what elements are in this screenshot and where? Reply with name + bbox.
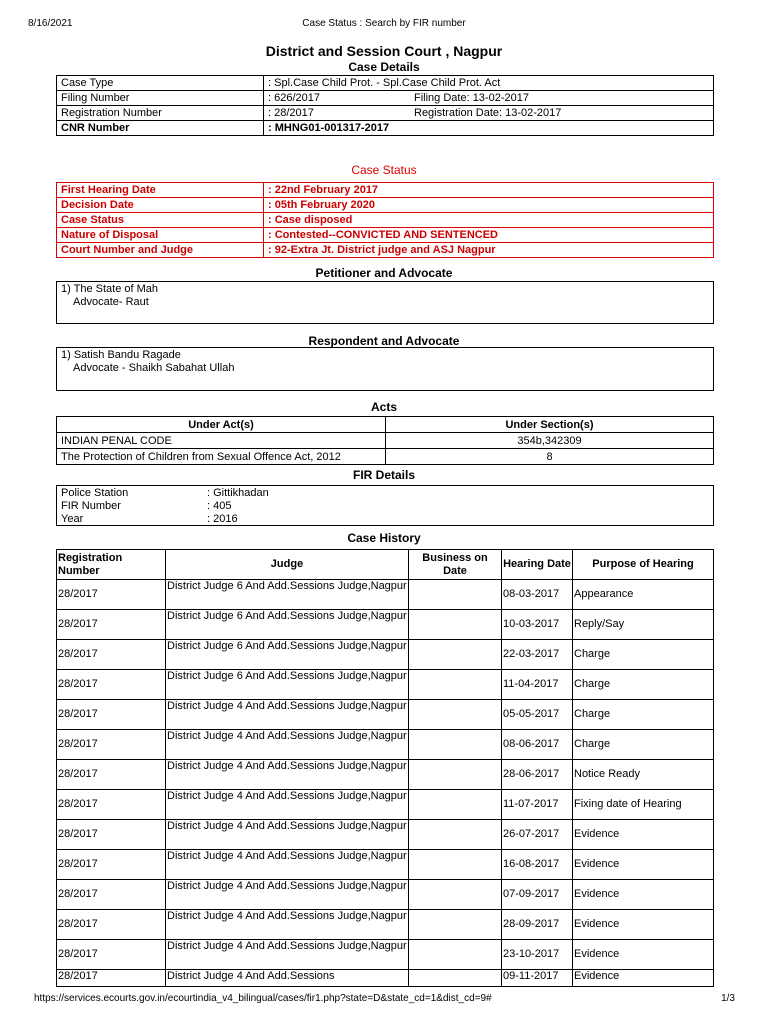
history-purpose-cell: Charge: [573, 730, 714, 760]
history-date-cell: 05-05-2017: [502, 700, 573, 730]
history-header-row: [57, 550, 714, 580]
history-purpose-cell: Reply/Say: [573, 610, 714, 640]
history-reg-cell: 28/2017: [57, 580, 166, 610]
table-row: [57, 910, 714, 940]
history-date-cell: 08-06-2017: [502, 730, 573, 760]
filing-row: [57, 91, 714, 106]
status-label: First Hearing Date: [57, 183, 264, 198]
respondent-advocate: Advocate - Shaikh Sabahat Ullah: [73, 362, 235, 374]
history-business-cell: [409, 580, 502, 610]
history-judge-cell: District Judge 6 And Add.Sessions Judge,Nagpur: [166, 580, 409, 610]
history-reg-cell: 28/2017: [57, 700, 166, 730]
registration-cell: [264, 106, 714, 121]
year-value: : 2016: [207, 513, 238, 525]
table-row: [57, 580, 714, 610]
table-row: [57, 880, 714, 910]
act-name: INDIAN PENAL CODE: [57, 433, 386, 449]
history-business-cell: [409, 970, 502, 987]
status-label: Court Number and Judge: [57, 243, 264, 258]
petitioner-heading: Petitioner and Advocate: [315, 266, 453, 280]
police-station-label: Police Station: [61, 487, 129, 499]
filing-number-label: Filing Number: [57, 91, 264, 106]
year-label: Year: [61, 513, 84, 525]
fir-number-value: : 405: [207, 500, 232, 512]
table-row: [57, 640, 714, 670]
petitioner-advocate: Advocate- Raut: [73, 296, 149, 308]
history-date-cell: 16-08-2017: [502, 850, 573, 880]
history-date-cell: 11-04-2017: [502, 670, 573, 700]
history-date-cell: 28-06-2017: [502, 760, 573, 790]
status-value: : Contested--CONVICTED AND SENTENCED: [264, 228, 714, 243]
history-date-cell: 26-07-2017: [502, 820, 573, 850]
history-date-cell: 09-11-2017: [502, 970, 573, 987]
history-date-cell: 07-09-2017: [502, 880, 573, 910]
fir-box: [56, 485, 714, 526]
case-status-heading: Case Status: [351, 163, 417, 177]
status-value: : Case disposed: [264, 213, 714, 228]
table-row: [57, 970, 714, 987]
registration-number-value: : 28/2017: [268, 106, 314, 119]
table-row: [57, 760, 714, 790]
history-reg-cell: 28/2017: [57, 670, 166, 700]
police-station-value: : Gittikhadan: [207, 487, 269, 499]
history-business-cell: [409, 610, 502, 640]
history-judge-cell: District Judge 4 And Add.Sessions: [166, 970, 409, 987]
history-body: [57, 580, 714, 987]
history-col-judge: Judge: [166, 550, 409, 580]
table-row: [57, 790, 714, 820]
act-section: 8: [386, 449, 714, 465]
history-business-cell: [409, 640, 502, 670]
fir-number-row: [61, 500, 709, 513]
fir-police-station-row: [61, 487, 709, 500]
history-purpose-cell: Charge: [573, 640, 714, 670]
history-reg-cell: 28/2017: [57, 880, 166, 910]
respondent-name: 1) Satish Bandu Ragade: [61, 349, 181, 361]
fir-heading: FIR Details: [352, 468, 415, 482]
case-type-value: : Spl.Case Child Prot. - Spl.Case Child Prot. Act: [264, 76, 714, 91]
registration-row: [57, 106, 714, 121]
history-business-cell: [409, 700, 502, 730]
status-row: [57, 228, 714, 243]
print-date: 8/16/2021: [28, 18, 73, 29]
acts-heading: Acts: [370, 400, 397, 414]
status-label: Nature of Disposal: [57, 228, 264, 243]
status-row: [57, 183, 714, 198]
history-col-reg: Registration Number: [57, 550, 166, 580]
history-date-cell: 28-09-2017: [502, 910, 573, 940]
print-url: https://services.ecourts.gov.in/ecourtindia_v4_bilingual/cases/fir1.php?state=D&state_cd=1&dist_cd=9#: [34, 993, 492, 1004]
history-reg-cell: 28/2017: [57, 730, 166, 760]
case-status-table: [56, 182, 714, 258]
cnr-value: : MHNG01-001317-2017: [264, 121, 714, 136]
history-date-cell: 23-10-2017: [502, 940, 573, 970]
history-col-purpose: Purpose of Hearing: [573, 550, 714, 580]
status-row: [57, 243, 714, 258]
act-section: 354b,342309: [386, 433, 714, 449]
table-row: [57, 850, 714, 880]
table-row: [57, 730, 714, 760]
history-purpose-cell: Evidence: [573, 910, 714, 940]
case-details-heading: Case Details: [348, 60, 420, 74]
history-reg-cell: 28/2017: [57, 610, 166, 640]
history-reg-cell: 28/2017: [57, 760, 166, 790]
history-judge-cell: District Judge 4 And Add.Sessions Judge,Nagpur: [166, 760, 409, 790]
history-judge-cell: District Judge 4 And Add.Sessions Judge,Nagpur: [166, 790, 409, 820]
history-purpose-cell: Evidence: [573, 940, 714, 970]
history-purpose-cell: Evidence: [573, 880, 714, 910]
petitioner-box: [56, 281, 714, 324]
history-reg-cell: 28/2017: [57, 820, 166, 850]
acts-col-section: Under Section(s): [386, 417, 714, 433]
petitioner-name: 1) The State of Mah: [61, 283, 159, 295]
history-judge-cell: District Judge 6 And Add.Sessions Judge,Nagpur: [166, 610, 409, 640]
acts-row: [57, 433, 714, 449]
history-purpose-cell: Charge: [573, 670, 714, 700]
history-purpose-cell: Charge: [573, 700, 714, 730]
case-details-table: [56, 75, 714, 136]
history-business-cell: [409, 940, 502, 970]
history-judge-cell: District Judge 4 And Add.Sessions Judge,Nagpur: [166, 880, 409, 910]
history-purpose-cell: Evidence: [573, 820, 714, 850]
case-type-row: [57, 76, 714, 91]
history-judge-cell: District Judge 4 And Add.Sessions Judge,Nagpur: [166, 730, 409, 760]
case-history-table: [56, 549, 714, 987]
table-row: [57, 820, 714, 850]
filing-number-value: : 626/2017: [268, 91, 320, 104]
table-row: [57, 700, 714, 730]
cnr-row: [57, 121, 714, 136]
history-reg-cell: 28/2017: [57, 940, 166, 970]
history-judge-cell: District Judge 6 And Add.Sessions Judge,Nagpur: [166, 670, 409, 700]
history-purpose-cell: Notice Ready: [573, 760, 714, 790]
status-label: Decision Date: [57, 198, 264, 213]
history-col-date: Hearing Date: [502, 550, 573, 580]
history-date-cell: 08-03-2017: [502, 580, 573, 610]
case-history-heading: Case History: [347, 531, 421, 545]
respondent-heading: Respondent and Advocate: [308, 334, 460, 348]
filing-date: Filing Date: 13-02-2017: [414, 91, 529, 104]
fir-number-label: FIR Number: [61, 500, 121, 512]
case-type-label: Case Type: [57, 76, 264, 91]
table-row: [57, 940, 714, 970]
history-date-cell: 10-03-2017: [502, 610, 573, 640]
history-business-cell: [409, 760, 502, 790]
acts-table: [56, 416, 714, 465]
history-business-cell: [409, 880, 502, 910]
print-title: Case Status : Search by FIR number: [302, 18, 466, 29]
history-reg-cell: 28/2017: [57, 850, 166, 880]
history-judge-cell: District Judge 4 And Add.Sessions Judge,Nagpur: [166, 700, 409, 730]
history-business-cell: [409, 670, 502, 700]
respondent-box: [56, 347, 714, 391]
status-value: : 05th February 2020: [264, 198, 714, 213]
act-name: The Protection of Children from Sexual Offence Act, 2012: [57, 449, 386, 465]
history-business-cell: [409, 850, 502, 880]
court-title: District and Session Court , Nagpur: [265, 43, 503, 59]
history-judge-cell: District Judge 4 And Add.Sessions Judge,Nagpur: [166, 910, 409, 940]
table-row: [57, 670, 714, 700]
history-business-cell: [409, 820, 502, 850]
filing-cell: [264, 91, 714, 106]
cnr-label: CNR Number: [57, 121, 264, 136]
status-label: Case Status: [57, 213, 264, 228]
status-value: : 22nd February 2017: [264, 183, 714, 198]
history-date-cell: 22-03-2017: [502, 640, 573, 670]
history-judge-cell: District Judge 6 And Add.Sessions Judge,Nagpur: [166, 640, 409, 670]
acts-col-act: Under Act(s): [57, 417, 386, 433]
acts-header-row: [57, 417, 714, 433]
registration-number-label: Registration Number: [57, 106, 264, 121]
status-row: [57, 198, 714, 213]
page-number: 1/3: [721, 993, 735, 1004]
status-row: [57, 213, 714, 228]
history-business-cell: [409, 910, 502, 940]
history-purpose-cell: Evidence: [573, 970, 714, 987]
history-col-business: Business on Date: [409, 550, 502, 580]
history-date-cell: 11-07-2017: [502, 790, 573, 820]
history-reg-cell: 28/2017: [57, 640, 166, 670]
fir-year-row: [61, 513, 709, 526]
history-purpose-cell: Fixing date of Hearing: [573, 790, 714, 820]
history-reg-cell: 28/2017: [57, 910, 166, 940]
history-reg-cell: 28/2017: [57, 970, 166, 987]
history-purpose-cell: Evidence: [573, 850, 714, 880]
status-value: : 92-Extra Jt. District judge and ASJ Nagpur: [264, 243, 714, 258]
history-judge-cell: District Judge 4 And Add.Sessions Judge,Nagpur: [166, 940, 409, 970]
history-judge-cell: District Judge 4 And Add.Sessions Judge,Nagpur: [166, 850, 409, 880]
history-purpose-cell: Appearance: [573, 580, 714, 610]
registration-date: Registration Date: 13-02-2017: [414, 106, 562, 119]
history-business-cell: [409, 730, 502, 760]
history-business-cell: [409, 790, 502, 820]
acts-row: [57, 449, 714, 465]
history-reg-cell: 28/2017: [57, 790, 166, 820]
history-judge-cell: District Judge 4 And Add.Sessions Judge,Nagpur: [166, 820, 409, 850]
table-row: [57, 610, 714, 640]
